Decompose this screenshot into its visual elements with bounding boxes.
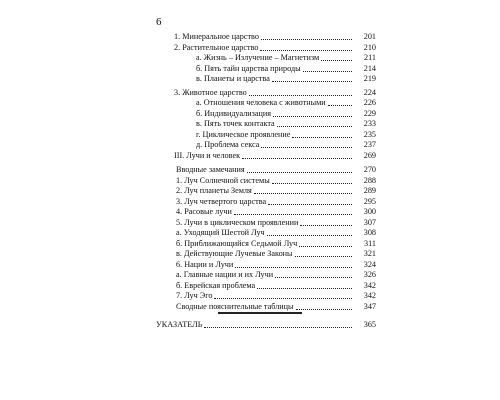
- dot-leader: [321, 60, 352, 61]
- toc-page-number: 324: [363, 259, 376, 269]
- toc-page-number: 326: [363, 270, 376, 279]
- toc-page-number: 269: [363, 150, 376, 160]
- toc-entry: [156, 64, 376, 75]
- toc-entry-title: 2. Растительное царство: [174, 42, 259, 52]
- table-of-contents: [156, 32, 376, 331]
- toc-entry-title: а. Уходящий Шестой Луч: [176, 228, 265, 237]
- toc-page-number: 288: [363, 175, 376, 185]
- page-number: 6: [156, 16, 162, 28]
- toc-page-number: 210: [363, 42, 376, 52]
- toc-entry: [156, 176, 376, 187]
- toc-entry: [156, 281, 376, 292]
- toc-page-number: 224: [363, 87, 376, 97]
- toc-page-number: 308: [363, 228, 376, 237]
- dot-leader: [214, 298, 352, 299]
- toc-page-number: 295: [363, 196, 376, 206]
- index-page-number: 365: [363, 320, 376, 329]
- toc-entry-title: 4. Расовые лучи: [176, 207, 232, 216]
- toc-entry-title: б. Приближающийся Седьмой Луч: [176, 238, 298, 248]
- dot-leader: [234, 214, 352, 215]
- toc-page-number: 307: [363, 217, 376, 227]
- toc-entry-title: а. Отношения человека с животными: [196, 98, 326, 107]
- dot-leader: [249, 95, 352, 96]
- toc-entry-title: в. Планеты и царства: [196, 74, 270, 83]
- toc-entry-title: г. Циклическое проявление: [196, 129, 291, 139]
- toc-entry-title: а. Главные нации и их Лучи: [176, 270, 274, 279]
- toc-index-entry: [156, 320, 376, 331]
- toc-entry: [156, 32, 376, 43]
- index-title: УКАЗАТЕЛЬ: [156, 320, 203, 329]
- toc-page-number: 201: [363, 32, 376, 41]
- toc-entry: [156, 302, 376, 313]
- toc-page-number: 311: [364, 238, 376, 248]
- dot-leader: [303, 71, 352, 72]
- toc-entry-title: Сводные пояснительные таблицы: [176, 301, 294, 311]
- toc-entry: [156, 140, 376, 151]
- toc-entry-title: III. Лучи и человек: [174, 150, 241, 160]
- dot-leader: [257, 288, 352, 289]
- toc-entry: [156, 186, 376, 197]
- toc-entry-title: 5. Лучи в циклическом проявлении: [176, 217, 299, 227]
- toc-entry-title: 7. Луч Эго: [176, 291, 213, 300]
- toc-entry-title: Вводные замечания: [176, 165, 245, 174]
- dot-leader: [272, 81, 352, 82]
- dot-leader: [267, 235, 352, 236]
- dot-leader: [247, 172, 352, 173]
- toc-entry: [156, 53, 376, 64]
- toc-entry: [156, 88, 376, 99]
- toc-entry: [156, 270, 376, 281]
- toc-entry-title: 6. Нации и Лучи: [176, 259, 234, 269]
- dot-leader: [254, 193, 352, 194]
- toc-entry-title: б. Еврейская проблема: [176, 280, 256, 290]
- toc-page-number: 229: [363, 108, 376, 118]
- dot-leader: [268, 204, 352, 205]
- toc-entry: [156, 74, 376, 85]
- toc-entry-title: 1. Луч Солнечной системы: [176, 175, 270, 185]
- toc-entry-title: 3. Животное царство: [174, 87, 247, 97]
- toc-page-number: 270: [363, 165, 376, 174]
- toc-entry-title: 1. Минеральное царство: [174, 32, 259, 41]
- dot-leader: [299, 246, 352, 247]
- toc-page-number: 300: [363, 207, 376, 216]
- toc-entry: [156, 218, 376, 229]
- dot-leader: [328, 105, 352, 106]
- dot-leader: [295, 256, 352, 257]
- toc-entry: [156, 260, 376, 271]
- toc-entry-title: 2. Луч планеты Земля: [176, 186, 252, 195]
- toc-page-number: 233: [363, 119, 376, 128]
- toc-entry-title: б. Пять тайн царства природы: [196, 63, 301, 73]
- toc-page-number: 237: [363, 140, 376, 149]
- toc-entry: [156, 151, 376, 162]
- dot-leader: [204, 327, 352, 328]
- dot-leader: [242, 158, 352, 159]
- dot-leader: [277, 126, 352, 127]
- toc-page-number: 347: [363, 301, 376, 311]
- toc-entry-title: в. Пять точек контакта: [196, 119, 275, 128]
- toc-entry: [156, 119, 376, 130]
- toc-entry-title: в. Действующие Лучевые Законы: [176, 249, 293, 258]
- dot-leader: [275, 277, 352, 278]
- toc-entry: [156, 249, 376, 260]
- toc-entry: [156, 43, 376, 54]
- toc-page-number: 235: [363, 129, 376, 139]
- toc-entry: [156, 207, 376, 218]
- dot-leader: [235, 267, 352, 268]
- toc-entry-title: д. Проблема секса: [196, 140, 260, 149]
- toc-entry: [156, 130, 376, 141]
- toc-entry: [156, 291, 376, 302]
- toc-entry: [156, 109, 376, 120]
- dot-leader: [260, 50, 352, 51]
- toc-page-number: 214: [363, 63, 376, 73]
- toc-entry: [156, 98, 376, 109]
- dot-leader: [261, 147, 352, 148]
- toc-page-number: 211: [364, 53, 376, 62]
- dot-leader: [296, 309, 352, 310]
- end-rule: [218, 312, 302, 314]
- dot-leader: [292, 137, 352, 138]
- dot-leader: [261, 39, 352, 40]
- toc-page-number: 219: [363, 74, 376, 83]
- toc-entry: [156, 197, 376, 208]
- toc-page-number: 289: [363, 186, 376, 195]
- toc-page-number: 226: [363, 98, 376, 107]
- toc-page-number: 342: [363, 291, 376, 300]
- toc-page-number: 321: [363, 249, 376, 258]
- dot-leader: [300, 225, 352, 226]
- toc-entry-title: 3. Луч четвертого царства: [176, 196, 267, 206]
- toc-entry: [156, 239, 376, 250]
- toc-entry: [156, 228, 376, 239]
- toc-entry: [156, 165, 376, 176]
- toc-entry-title: б. Индивидуализация: [196, 108, 272, 118]
- dot-leader: [272, 183, 352, 184]
- dot-leader: [273, 116, 352, 117]
- toc-entry-title: а. Жизнь – Излучение – Магнетизм: [196, 53, 320, 62]
- toc-page-number: 342: [363, 280, 376, 290]
